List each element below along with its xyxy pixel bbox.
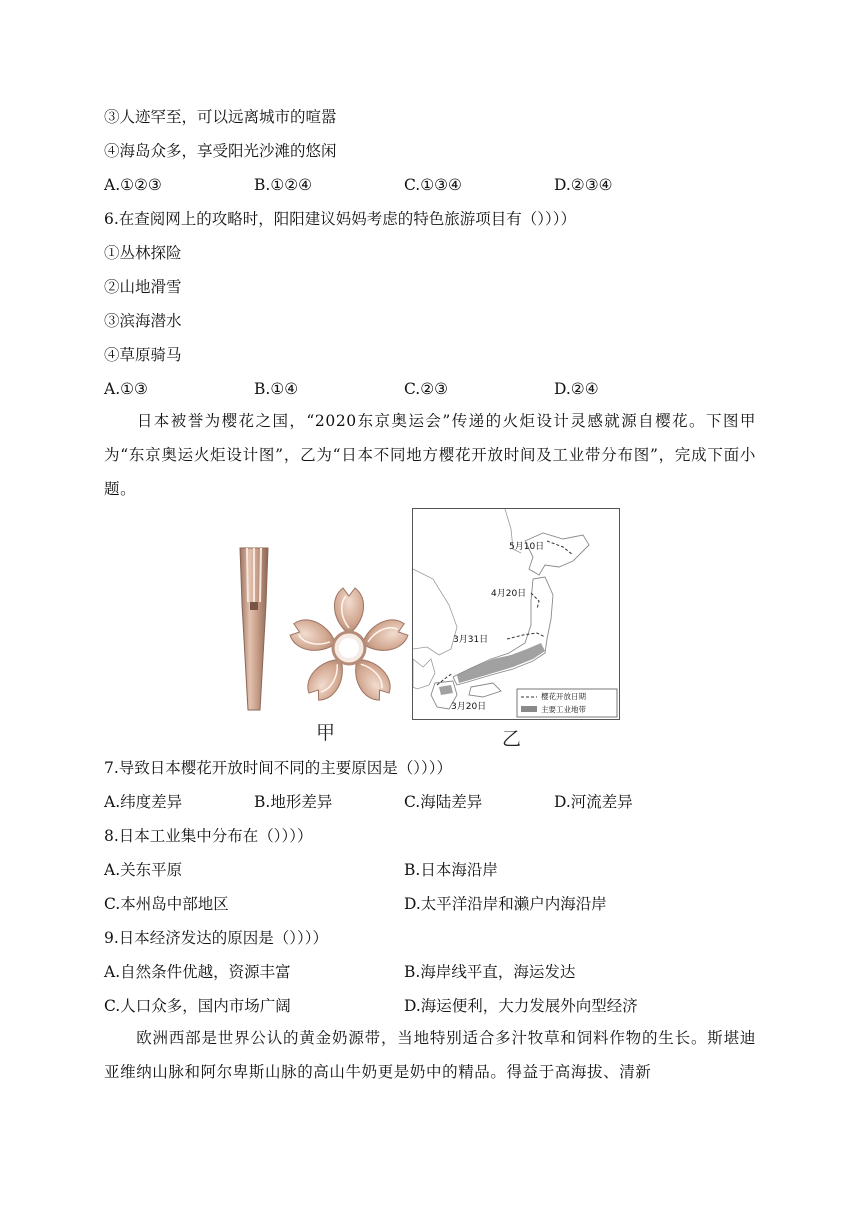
q6-option-b: B.①④ bbox=[254, 380, 299, 398]
q6-option-a: A.①③ bbox=[104, 380, 148, 398]
map-date-may10: 5月10日 bbox=[509, 542, 545, 552]
japan-map bbox=[412, 508, 620, 720]
sakura-torch-top-illustration bbox=[286, 584, 412, 714]
q9-option-c: C.人口众多，国内市场广阔 bbox=[104, 997, 291, 1015]
q5-item-4: ④海岛众多，享受阳光沙滩的悠闲 bbox=[104, 142, 337, 160]
q7-option-b: B.地形差异 bbox=[254, 793, 333, 811]
map-date-mar31: 3月31日 bbox=[453, 635, 489, 645]
q7-option-a: A.纬度差异 bbox=[104, 793, 183, 811]
q8-option-d: D.太平洋沿岸和濑户内海沿岸 bbox=[404, 895, 607, 913]
q6-stem: 6.在查阅网上的攻略时，阳阳建议妈妈考虑的特色旅游项目有（）））） bbox=[104, 210, 577, 228]
q8-stem: 8.日本工业集中分布在（）））） bbox=[104, 827, 313, 845]
q6-item-1: ①丛林探险 bbox=[104, 244, 182, 262]
q7-option-c: C.海陆差异 bbox=[404, 793, 483, 811]
q9-option-b: B.海岸线平直，海运发达 bbox=[404, 963, 576, 981]
q5-option-b: B.①②④ bbox=[254, 176, 313, 194]
figure-label-jia: 甲 bbox=[316, 722, 336, 744]
q7-stem: 7.导致日本樱花开放时间不同的主要原因是（）））） bbox=[104, 759, 453, 777]
q5-option-a: A.①②③ bbox=[104, 176, 162, 194]
legend-industry: 主要工业地带 bbox=[541, 705, 586, 714]
q6-option-c: C.②③ bbox=[404, 380, 449, 398]
q9-stem: 9.日本经济发达的原因是（）））） bbox=[104, 929, 329, 947]
q6-item-4: ④草原骑马 bbox=[104, 346, 182, 364]
passage-europe bbox=[104, 1021, 756, 1089]
q6-item-2: ②山地滑雪 bbox=[104, 278, 182, 296]
figure-label-yi: 乙 bbox=[502, 728, 522, 750]
q6-item-3: ③滨海潜水 bbox=[104, 312, 182, 330]
q8-option-a: A.关东平原 bbox=[104, 861, 183, 879]
q6-option-d: D.②④ bbox=[554, 380, 599, 398]
map-date-apr20: 4月20日 bbox=[491, 589, 527, 599]
passage-japan-text: 日本被誉为樱花之国，“2020东京奥运会”传递的火炬设计灵感就源自樱花。下图甲为“东京奥运火炬设计图”，乙为“日本不同地方樱花开放时间及工业带分布图”，完成下面小题。 bbox=[104, 412, 756, 498]
q5-option-d: D.②③④ bbox=[554, 176, 613, 194]
q5-option-c: C.①③④ bbox=[404, 176, 462, 194]
q5-item-3: ③人迹罕至，可以远离城市的喧嚣 bbox=[104, 108, 337, 126]
q9-option-a: A.自然条件优越，资源丰富 bbox=[104, 963, 291, 981]
q8-option-c: C.本州岛中部地区 bbox=[104, 895, 229, 913]
passage-japan bbox=[104, 404, 756, 506]
q9-option-d: D.海运便利，大力发展外向型经济 bbox=[404, 997, 638, 1015]
map-date-mar20: 3月20日 bbox=[451, 702, 487, 712]
passage-europe-text: 欧洲西部是世界公认的黄金奶源带，当地特别适合多汁牧草和饲料作物的生长。斯堪迪亚维纳山脉和阿尔卑斯山脉的高山牛奶更是奶中的精品。得益于高海拔、清新 bbox=[104, 1029, 756, 1081]
q8-option-b: B.日本海沿岸 bbox=[404, 861, 498, 879]
legend-bloom-date: 樱花开放日期 bbox=[541, 692, 586, 701]
q7-option-d: D.河流差异 bbox=[554, 793, 633, 811]
torch-illustration bbox=[236, 544, 272, 714]
